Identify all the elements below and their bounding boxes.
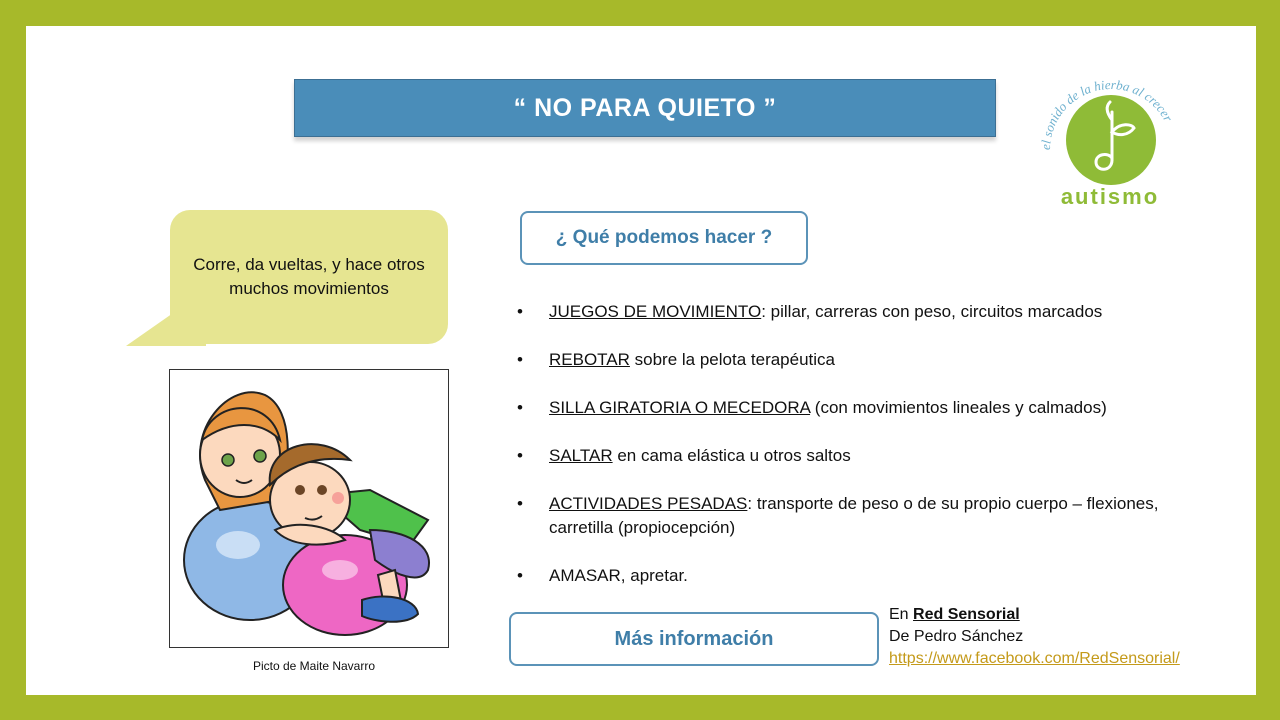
page-title: “ NO PARA QUIETO ” [513,93,777,122]
bullet-dot: • [517,494,523,513]
item-text: sobre la pelota terapéutica [629,350,836,369]
kids-on-therapy-balls-illustration [170,370,448,647]
item-text: en cama elástica u otros saltos [612,446,851,465]
more-info-label: Más información [614,627,774,650]
question-text: ¿ Qué podemos hacer ? [555,227,773,248]
speech-bubble-text: Corre, da vueltas, y hace otros muchos movimientos [193,255,425,298]
logo-word: autismo [1060,184,1160,209]
list-item [513,492,1173,540]
item-label: ACTIVIDADES PESADAS [549,494,748,513]
list-item [513,348,1173,372]
title-banner [294,79,996,137]
more-info-button[interactable] [509,612,879,666]
credit-source: Red Sensorial [913,606,1020,623]
item-label: REBOTAR [549,350,630,369]
item-label: SILLA GIRATORIA O MECEDORA [549,398,811,417]
item-text: (con movimientos lineales y calmados) [810,398,1107,417]
credit-author: De Pedro Sánchez [889,628,1024,645]
bullet-dot: • [517,302,523,321]
list-item [513,300,1173,324]
logo-arc-text: el sonido de la hierba al crecer [1037,76,1177,151]
bullet-dot: • [517,350,523,369]
credit-url-link[interactable]: https://www.facebook.com/RedSensorial/ [889,650,1180,667]
bullet-dot: • [517,446,523,465]
list-item [513,564,1173,588]
speech-bubble [170,210,448,344]
activity-list [513,300,1173,612]
bullet-dot: • [517,566,523,585]
question-box [520,211,808,265]
item-label: SALTAR [549,446,613,465]
item-text: : pillar, carreras con peso, circuitos marcados [761,302,1103,321]
picto-image [169,369,449,648]
list-item [513,444,1173,468]
item-text: : transporte de peso o de su propio cuerpo – flexiones, carretilla (propiocepción) [549,494,1159,537]
list-item [513,396,1173,420]
bullet-dot: • [517,398,523,417]
item-text: AMASAR, apretar. [549,566,688,585]
item-label: JUEGOS DE MOVIMIENTO [549,302,762,321]
credit-prefix: En [889,606,914,623]
source-credit [889,604,1180,670]
picto-credit: Picto de Maite Navarro [252,659,376,673]
